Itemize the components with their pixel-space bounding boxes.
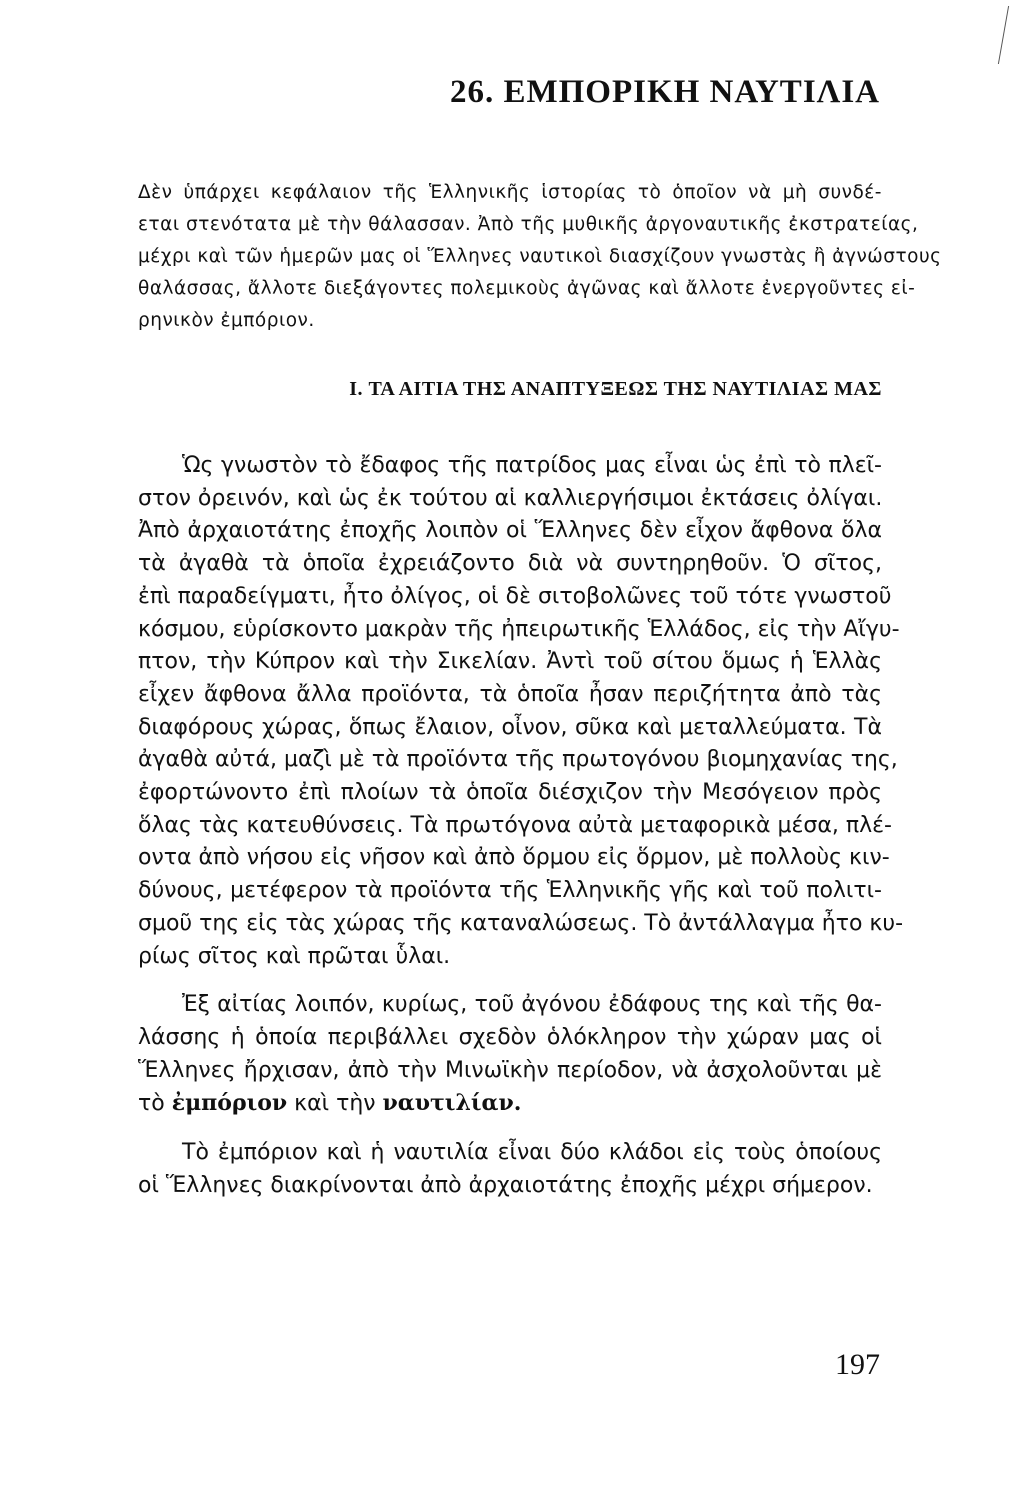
- text-fragment: τὸ: [138, 1091, 172, 1117]
- paragraph-conclusion: [138, 1137, 882, 1202]
- intro-line: ρηνικὸν ἐμπόριον.: [138, 310, 315, 331]
- text-line-with-terms: [138, 1087, 882, 1121]
- text-line: εἶχεν ἄφθονα ἄλλα προϊόντα, τὰ ὁποῖα ἦσαν περιζήτητα ἀπὸ τὰς: [138, 681, 882, 707]
- text-line: Τὸ ἐμπόριον καὶ ἡ ναυτιλία εἶναι δύο κλάδοι εἰς τοὺς ὁποίους: [182, 1140, 882, 1166]
- text-line: Ἕλληνες ἤρχισαν, ἀπὸ τὴν Μινωϊκὴν περίοδον, νὰ ἀσχολοῦνται μὲ: [138, 1057, 882, 1083]
- text-line: στον ὀρεινόν, καὶ ὡς ἐκ τούτου αἱ καλλιεργήσιμοι ἐκτάσεις ὀλίγαι.: [138, 485, 883, 511]
- text-fragment: καὶ τὴν: [287, 1091, 383, 1117]
- bold-term-shipping: ναυτιλίαν.: [382, 1090, 522, 1117]
- text-line: σμοῦ της εἰς τὰς χώρας τῆς καταναλώσεως. Τὸ ἀντάλλαγμα ἦτο κυ-: [138, 910, 904, 936]
- body-text: [138, 450, 904, 1202]
- text-line: οἱ Ἕλληνες διακρίνονται ἀπὸ ἀρχαιοτάτης ἐποχῆς μέχρι σήμερον.: [138, 1172, 873, 1198]
- intro-line: μέχρι καὶ τῶν ἡμερῶν μας οἱ Ἕλληνες ναυτικοὶ διασχίζουν γνωστὰς ἢ ἀγνώστους: [138, 246, 942, 267]
- intro-line: εται στενότατα μὲ τὴν θάλασσαν. Ἀπὸ τῆς μυθικῆς ἀργοναυτικῆς ἐκστρατείας,: [138, 214, 919, 235]
- text-line: ἐφορτώνοντο ἐπὶ πλοίων τὰ ὁποῖα διέσχιζον τὴν Μεσόγειον πρὸς: [138, 780, 882, 806]
- text-line: λάσσης ἡ ὁποία περιβάλλει σχεδὸν ὁλόκληρον τὴν χώραν μας οἱ: [138, 1024, 882, 1050]
- text-line: Ἀπὸ ἀρχαιοτάτης ἐποχῆς λοιπὸν οἱ Ἕλληνες δὲν εἶχον ἄφθονα ὅλα: [138, 518, 882, 544]
- text-line: κόσμου, εὑρίσκοντο μακρὰν τῆς ἠπειρωτικῆς Ἑλλάδος, εἰς τὴν Αἴγυ-: [138, 616, 900, 642]
- page-number: 197: [835, 1348, 880, 1381]
- text-line: Ἐξ αἰτίας λοιπόν, κυρίως, τοῦ ἀγόνου ἐδάφους της καὶ τῆς θα-: [182, 992, 882, 1018]
- intro-paragraph: [138, 177, 942, 337]
- text-line: ἀγαθὰ αὐτά, μαζὶ μὲ τὰ προϊόντα τῆς πρωτογόνου βιομηχανίας της,: [138, 747, 898, 773]
- text-line: διαφόρους χώρας, ὅπως ἔλαιον, οἶνον, σῦκα καὶ μεταλλεύματα. Τὰ: [138, 714, 882, 740]
- intro-line: θαλάσσας, ἄλλοτε διεξάγοντες πολεμικοὺς ἀγῶνας καὶ ἄλλοτε ἐνεργοῦντες εἰ-: [138, 278, 916, 299]
- text-line: Ὡς γνωστὸν τὸ ἔδαφος τῆς πατρίδος μας εἶναι ὡς ἐπὶ τὸ πλεῖ-: [182, 453, 882, 478]
- bold-term-commerce: ἐμπόριον: [171, 1090, 288, 1117]
- text-line: ρίως σῖτος καὶ πρῶται ὗλαι.: [138, 943, 451, 969]
- page-edge-mark: [992, 6, 1009, 64]
- paragraph-trade-origin: [138, 989, 882, 1121]
- section-title: I. ΤΑ ΑΙΤΙΑ ΤΗΣ ΑΝΑΠΤΥΞΕΩΣ ΤΗΣ ΝΑΥΤΙΛΙΑΣ ΜΑΣ: [349, 378, 882, 400]
- text-line: ὅλας τὰς κατευθύνσεις. Τὰ πρωτόγονα αὐτὰ μεταφορικὰ μέσα, πλέ-: [138, 812, 892, 838]
- text-line: ἐπὶ παραδείγματι, ἦτο ὀλίγος, οἱ δὲ σιτοβολῶνες τοῦ τότε γνωστοῦ: [138, 583, 892, 609]
- paragraph-causes: [138, 450, 904, 973]
- text-line: οντα ἀπὸ νήσου εἰς νῆσον καὶ ἀπὸ ὅρμου εἰς ὅρμον, μὲ πολλοὺς κιν-: [138, 845, 890, 871]
- chapter-title: 26. ΕΜΠΟΡΙΚΗ ΝΑΥΤΙΛΙΑ: [449, 74, 880, 110]
- text-line: δύνους, μετέφερον τὰ προϊόντα τῆς Ἑλληνικῆς γῆς καὶ τοῦ πολιτι-: [138, 878, 882, 904]
- text-line: τὰ ἀγαθὰ τὰ ὁποῖα ἐχρειάζοντο διὰ νὰ συντηρηθοῦν. Ὁ σῖτος,: [138, 551, 882, 577]
- intro-line: Δὲν ὑπάρχει κεφάλαιον τῆς Ἑλληνικῆς ἱστορίας τὸ ὁποῖον νὰ μὴ συνδέ-: [138, 182, 882, 203]
- text-line: πτον, τὴν Κύπρον καὶ τὴν Σικελίαν. Ἀντὶ τοῦ σίτου ὅμως ἡ Ἑλλὰς: [138, 649, 882, 675]
